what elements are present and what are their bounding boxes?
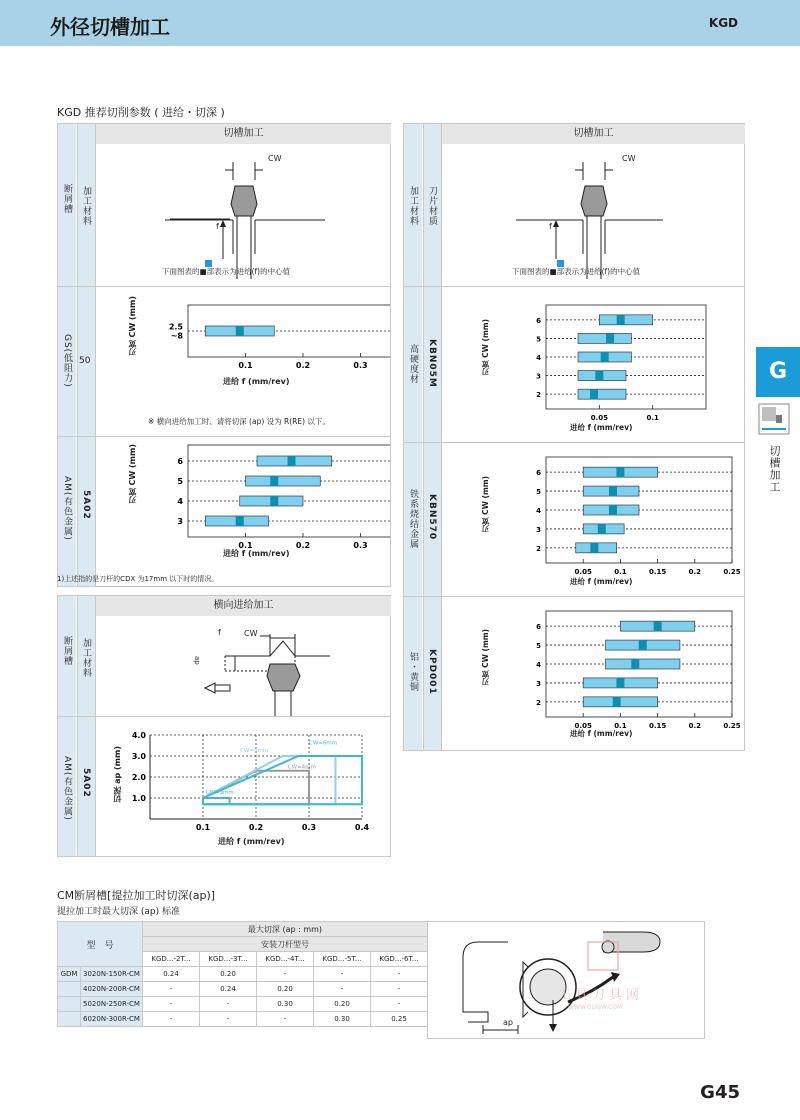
center-mark: [616, 678, 624, 688]
cm-cell: -: [200, 1012, 257, 1027]
range-bar: [578, 389, 626, 399]
watermark-url: WWW.GLRJW.COM: [568, 1004, 623, 1011]
lat-xlabel: 进给 f (mm/rev): [218, 837, 285, 846]
category-label: ~8: [170, 331, 183, 341]
category-label: 2: [536, 698, 541, 707]
y-tick-label: 1.0: [131, 794, 146, 803]
y-tick-label: 3.0: [131, 752, 146, 761]
cm-cell: 0.24: [143, 967, 200, 982]
lat-cw-label: CW: [244, 629, 258, 638]
row-head-material: 加工材料: [81, 186, 91, 226]
range-bar: [578, 333, 631, 343]
page-header: [0, 0, 800, 46]
cm-holder-col: KGD...-2T...: [143, 952, 200, 967]
table-row: [58, 982, 428, 997]
center-mark: [236, 516, 244, 526]
lat-row-head-chipbreaker: 断屑槽: [62, 636, 72, 666]
category-label: 4: [536, 661, 541, 669]
cm-holder-col: KGD...-4T...: [257, 952, 314, 967]
category-label: 3: [536, 525, 541, 534]
x-tick-label: 0.1: [238, 361, 253, 370]
cm-cell: -: [143, 997, 200, 1012]
center-mark: [270, 496, 278, 506]
cm-prefix: [58, 982, 81, 997]
center-mark: [288, 456, 296, 466]
cm-cell: -: [143, 982, 200, 997]
x-tick-label: 0.2: [688, 722, 702, 730]
category-label: 6: [536, 469, 541, 478]
cm-diagram-box: [427, 921, 705, 1039]
category-label: 3: [536, 679, 541, 688]
cm-cell: 0.20: [200, 967, 257, 982]
cm-header-holder: 安装刀杆型号: [143, 937, 428, 952]
lat-col-material: [77, 596, 96, 856]
category-label: 6: [536, 316, 541, 325]
cm-model: 5020N-250R-CM: [81, 997, 143, 1012]
center-mark: [617, 315, 625, 325]
x-tick-label: 0.25: [723, 568, 741, 576]
range-bar: [246, 476, 321, 486]
lat-ylabel: 切深 ap (mm): [113, 746, 122, 803]
am-material: AM(有色金属): [62, 476, 72, 541]
am-xlabel: 进给 f (mm/rev): [223, 549, 290, 558]
category-label: 6: [536, 623, 541, 632]
lateral-diagram: [95, 616, 390, 716]
right-table: [403, 123, 745, 751]
cm-prefix: GDM: [58, 967, 81, 982]
category-label: 6: [177, 457, 183, 466]
lat-f-label: f: [218, 628, 221, 637]
y-tick-label: 4.0: [131, 731, 146, 740]
kbn05m-grade: KBN05M: [427, 339, 437, 388]
kbn05m-ylabel: 刃宽 CW (mm): [481, 319, 490, 376]
cm-cell: -: [314, 982, 371, 997]
category-label: 3: [536, 372, 541, 381]
x-tick-label: 0.3: [353, 541, 368, 550]
x-tick-label: 0.1: [646, 414, 659, 422]
lat-ap-label: ap: [193, 656, 201, 665]
left-col-header: 切槽加工: [95, 124, 391, 144]
gs-ylabel: 刃宽 CW (mm): [128, 296, 137, 357]
cm-cell: -: [371, 967, 428, 982]
kbn570-ylabel: 刃宽 CW (mm): [481, 476, 490, 533]
x-tick-label: 0.05: [574, 722, 592, 730]
cm-header-top: 最大切深 (ap : mm): [143, 922, 428, 937]
range-bar: [606, 659, 680, 669]
right-col-header: 切槽加工: [441, 124, 745, 144]
series-label: CW=6mm: [309, 740, 338, 747]
center-mark: [609, 505, 617, 515]
table-row: [58, 997, 428, 1012]
kpd001-grade: KPD001: [427, 649, 437, 695]
center-mark: [236, 326, 244, 336]
center-mark: [606, 333, 614, 343]
kbn570-xlabel: 进给 f (mm/rev): [570, 577, 633, 586]
right-legend-note: 下面图表的■部表示为进给(f)的中心值: [512, 267, 641, 276]
right-row-head-grade: 刀片材质: [427, 186, 437, 226]
cm-cell: -: [257, 1012, 314, 1027]
side-tab-letter: G: [756, 347, 800, 397]
category-label: 5: [536, 335, 541, 344]
x-tick-label: 0.2: [688, 568, 702, 576]
category-label: 2: [536, 544, 541, 553]
x-tick-label: 0.1: [614, 568, 627, 576]
table-row: [58, 967, 428, 982]
center-mark: [598, 524, 606, 534]
center-mark: [590, 543, 598, 553]
row-head-chipbreaker: 断屑槽: [62, 184, 72, 214]
cm-subtitle: 提拉加工时最大切深 (ap) 标准: [57, 907, 180, 917]
cm-prefix: [58, 997, 81, 1012]
category-label: 4: [177, 497, 183, 506]
groove-diagram: [95, 144, 390, 286]
cm-cell: 0.20: [257, 982, 314, 997]
lateral-table: [57, 595, 391, 857]
center-mark: [654, 621, 662, 631]
category-label: 3: [177, 517, 183, 526]
center-mark: [595, 371, 603, 381]
page-title: 外径切槽加工: [50, 15, 170, 39]
x-tick-label: 0.2: [248, 823, 264, 832]
right-f-label: f: [549, 222, 552, 231]
category-label: 5: [177, 477, 183, 486]
cm-cell: 0.25: [371, 1012, 428, 1027]
category-label: 2.5: [168, 322, 183, 332]
cm-ap-label: ap: [503, 1018, 513, 1027]
cm-holder-col: KGD...-5T...: [314, 952, 371, 967]
center-mark: [631, 659, 639, 669]
lat-row-head-material: 加工材料: [81, 638, 91, 678]
cm-holder-col: KGD...-6T...: [371, 952, 428, 967]
y-tick-label: 2.0: [131, 773, 146, 782]
x-tick-label: 0.1: [238, 541, 253, 550]
x-tick-label: 0.2: [295, 361, 311, 370]
x-tick-label: 0.25: [723, 722, 741, 730]
cm-prefix: [58, 1012, 81, 1027]
cm-cell: -: [371, 982, 428, 997]
legend-note: 下面图表的■部表示为进给(f)的中心值: [162, 267, 291, 276]
lateral-chart: [96, 717, 390, 855]
lat-col-header: 横向进给加工: [95, 596, 391, 616]
series-code: KGD: [708, 16, 738, 30]
left-table: [57, 123, 391, 587]
am-groove-chart: [96, 437, 390, 562]
x-tick-label: 0.1: [195, 823, 211, 832]
kpd001-material: 铝・黄铜: [408, 652, 418, 692]
cm-cell: -: [371, 997, 428, 1012]
cm-cell: 0.24: [200, 982, 257, 997]
cm-model: 4020N-200R-CM: [81, 982, 143, 997]
x-tick-label: 0.3: [301, 823, 317, 832]
kpd001-ylabel: 刃宽 CW (mm): [481, 629, 490, 686]
cw-label: CW: [268, 154, 282, 163]
lat-am-material: AM(有色金属): [62, 756, 72, 821]
x-tick-label: 0.05: [574, 568, 592, 576]
cm-table: [57, 921, 428, 1027]
x-tick-label: 0.1: [614, 722, 627, 730]
category-label: 2: [536, 391, 541, 400]
x-tick-label: 0.15: [648, 722, 667, 730]
center-mark: [616, 467, 624, 477]
kbn05m-xlabel: 进给 f (mm/rev): [570, 423, 633, 432]
center-mark: [613, 697, 621, 707]
center-mark: [590, 389, 598, 399]
cm-cell: -: [314, 967, 371, 982]
range-bar: [599, 315, 652, 325]
gs-material: GS(低阻力): [62, 334, 72, 388]
gs-xlabel: 进给 f (mm/rev): [223, 377, 290, 386]
x-tick-label: 0.2: [295, 541, 311, 550]
cm-diagram: [428, 922, 704, 1038]
footnote: 1)上述指的是刀杆的CDX 为17mm 以下时的情况。: [57, 575, 219, 583]
gs-grade: 50: [79, 356, 91, 366]
am-grade: 5A02: [81, 490, 91, 520]
category-label: 4: [536, 354, 541, 362]
cm-cell: 0.30: [257, 997, 314, 1012]
grooving-tool-icon: [758, 403, 790, 435]
x-tick-label: 0.3: [353, 361, 368, 370]
center-mark: [639, 640, 647, 650]
cm-model: 3020N-150R-CM: [81, 967, 143, 982]
series-label: CW=5mm: [240, 747, 269, 754]
section-title: KGD 推荐切削参数 ( 进给・切深 ): [57, 106, 225, 119]
category-label: 4: [536, 507, 541, 515]
f-label: f: [216, 222, 219, 231]
kpd001-xlabel: 进给 f (mm/rev): [570, 729, 633, 738]
category-label: 5: [536, 488, 541, 497]
cm-cell: 0.20: [314, 997, 371, 1012]
side-tab-label: 切槽加工: [768, 445, 781, 493]
right-row-head-material: 加工材料: [408, 186, 418, 226]
page-number: G45: [700, 1082, 740, 1103]
cm-holder-col: KGD...-3T...: [200, 952, 257, 967]
center-mark: [609, 486, 617, 496]
cm-header-model: 型 号: [58, 922, 143, 967]
category-label: 5: [536, 642, 541, 651]
lat-am-grade: 5A02: [81, 768, 91, 798]
cm-cell: -: [200, 997, 257, 1012]
right-groove-diagram: [441, 144, 744, 286]
series-label: CW=3mm: [205, 789, 234, 796]
cm-cell: -: [143, 1012, 200, 1027]
gs-note: ※ 横向进给加工时、请将切深 (ap) 设为 R(RE) 以下。: [148, 417, 330, 426]
kbn570-material: 铁系烧结金属: [408, 489, 418, 549]
x-tick-label: 0.15: [648, 568, 667, 576]
cm-title: CM断屑槽[提拉加工时切深(ap)]: [57, 889, 216, 902]
right-cw-label: CW: [622, 154, 636, 163]
center-mark: [270, 476, 278, 486]
x-tick-label: 0.4: [354, 823, 370, 832]
kbn05m-material: 高硬度材: [408, 344, 418, 384]
am-ylabel: 刃宽 CW (mm): [128, 444, 137, 505]
watermark: 工具刀具网: [558, 988, 644, 1003]
kbn570-grade: KBN570: [427, 494, 437, 541]
x-tick-label: 0.05: [590, 414, 608, 422]
cm-model: 6020N-300R-CM: [81, 1012, 143, 1027]
center-mark: [601, 352, 609, 362]
series-label: CW=4mm: [287, 764, 316, 771]
cm-cell: -: [257, 967, 314, 982]
cm-cell: 0.30: [314, 1012, 371, 1027]
table-row: [58, 1012, 428, 1027]
